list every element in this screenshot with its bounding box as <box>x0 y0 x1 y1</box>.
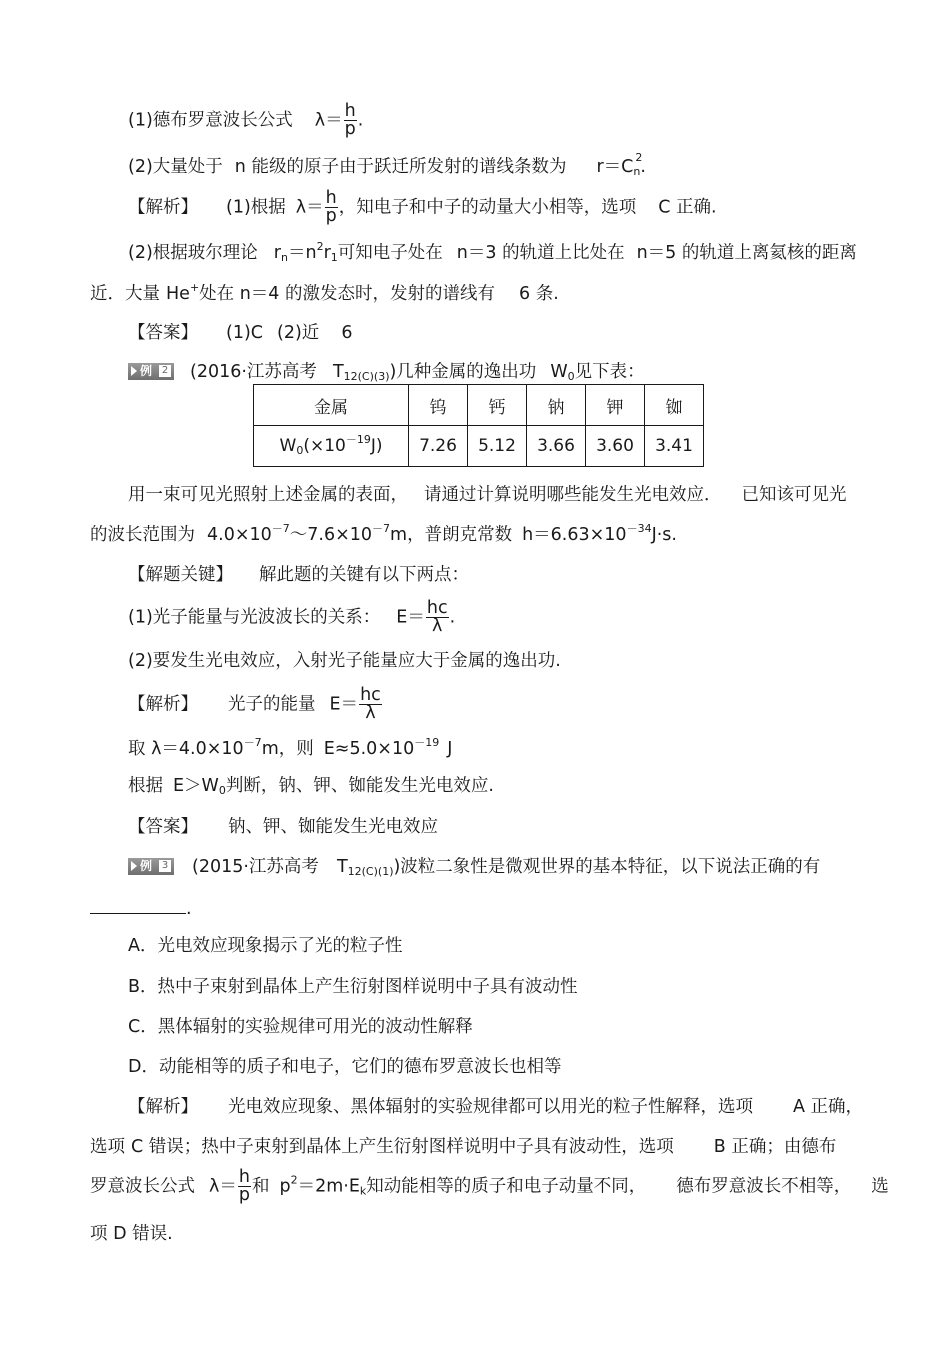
table-row <box>254 426 704 467</box>
example-3-badge: 例 3 <box>128 858 174 875</box>
question-line-2: 的波长范围为 $4.0\times 10^{-7}\sim 7.6\times 10^{-7}m$，普朗克常数 $h=6.63\times 10^{-34}J\cdot s$. <box>90 522 677 545</box>
table-header-cell: 钙 <box>468 385 527 426</box>
work-function-table <box>253 384 704 467</box>
answer-line-2: 【答案】 钠、钾、铷能发生光电效应 <box>128 817 438 837</box>
table-cell: 3.60 <box>586 426 645 467</box>
table-cell: 7.26 <box>409 426 468 467</box>
helium-line: 近．大量 He+处在 n＝4 的激发态时，发射的谱线有 6 条. <box>90 281 559 304</box>
option-c: C．黑体辐射的实验规律可用光的波动性解释 <box>128 1017 473 1037</box>
table-header-cell: 钠 <box>527 385 586 426</box>
table-header-cell: 钾 <box>586 385 645 426</box>
fraction-h-over-p-3: $\frac{h}{p}$ <box>238 1167 250 1205</box>
table-row-label: $W_0(\times 10^{-19}J)$ <box>254 426 409 467</box>
arrow-icon <box>131 861 137 871</box>
analysis-line-4: 选项 C 错误；热中子束射到晶体上产生衍射图样说明中子具有波动性，选项 B 正确；由德布 <box>90 1137 837 1157</box>
fraction-h-over-p-2: $\frac{h}{p}$ <box>325 188 337 226</box>
table-header-cell: 金属 <box>254 385 409 426</box>
example-3-line: 例 3 (2015·江苏高考 $T_{12(C)(1)}$)波粒二象性是微观世界的基本特征，以下说法正确的有 <box>128 856 820 878</box>
analysis-line-5: 罗意波长公式 λ＝ $\frac{h}{p}$ 和 $p^2=2m\cdot E_k$知动能相等的质子和电子动量不同， 德布罗意波长不相等， 选 <box>90 1167 889 1205</box>
answer-blank-line: . <box>90 897 192 920</box>
table-header-cell: 钨 <box>409 385 468 426</box>
table-cell: 3.66 <box>527 426 586 467</box>
photoelectric-condition-line: (2)要发生光电效应，入射光子能量应大于金属的逸出功. <box>128 651 561 671</box>
table-cell: 3.41 <box>645 426 704 467</box>
table-cell: 5.12 <box>468 426 527 467</box>
example-2-line: 例 2 (2016·江苏高考 $T_{12(C)(3)}$)几种金属的逸出功 $W_0$见下表： <box>128 361 645 383</box>
analysis-line-3: 【解析】 光电效应现象、黑体辐射的实验规律都可以用光的粒子性解释，选项 A 正确， <box>128 1097 864 1117</box>
key-points-line: 【解题关键】 解此题的关键有以下两点： <box>128 565 469 585</box>
fraction-h-over-p: $\frac{h}{p}$ <box>344 101 356 139</box>
conclusion-line: 根据 $E>W_0$判断，钠、钾、铷能发生光电效应. <box>128 776 494 797</box>
de-broglie-formula-line: (1)德布罗意波长公式 λ＝ $\frac{h}{p}$ . <box>128 101 364 139</box>
photon-energy-relation-line: (1)光子能量与光波波长的关系： E＝ $\frac{hc}{\lambda}$ . <box>128 598 456 636</box>
table-header-cell: 铷 <box>645 385 704 426</box>
arrow-icon <box>131 366 137 376</box>
fraction-hc-over-lambda: $\frac{hc}{\lambda}$ <box>426 598 448 636</box>
question-line-1: 用一束可见光照射上述金属的表面， 请通过计算说明哪些能发生光电效应． 已知该可见光 <box>128 485 847 505</box>
analysis-line-2: 【解析】 光子的能量 E＝ $\frac{hc}{\lambda}$ <box>128 685 381 723</box>
answer-line-1: 【答案】 (1)C (2)近 6 <box>128 323 353 343</box>
option-d: D．动能相等的质子和电子，它们的德布罗意波长也相等 <box>128 1057 562 1077</box>
analysis-line-6: 项 D 错误. <box>90 1224 173 1244</box>
option-b: B．热中子束射到晶体上产生衍射图样说明中子具有波动性 <box>128 977 578 997</box>
answer-blank <box>90 897 186 914</box>
example-2-badge: 例 2 <box>128 363 174 380</box>
option-a: A．光电效应现象揭示了光的粒子性 <box>128 936 403 956</box>
table-header-row <box>254 385 704 426</box>
analysis-line-1: 【解析】 (1)根据 λ＝ $\frac{h}{p}$ ，知电子和中子的动量大小相等，选项 C 正确. <box>128 188 717 226</box>
spectral-lines-count-line: (2)大量处于 n 能级的原子由于跃迁所发射的谱线条数为 r＝C 2 $_n$. <box>128 151 646 178</box>
calculation-line: 取 $\lambda=4.0\times 10^{-7}m$，则 $E\approx 5.0\times 10^{-19}$ J <box>128 736 453 759</box>
fraction-hc-over-lambda-2: $\frac{hc}{\lambda}$ <box>360 685 381 723</box>
bohr-theory-line: (2)根据玻尔理论 $r_n=n^2r_1$可知电子处在 n＝3 的轨道上比处在 n＝5 的轨道上离氦核的距离 <box>128 240 857 264</box>
